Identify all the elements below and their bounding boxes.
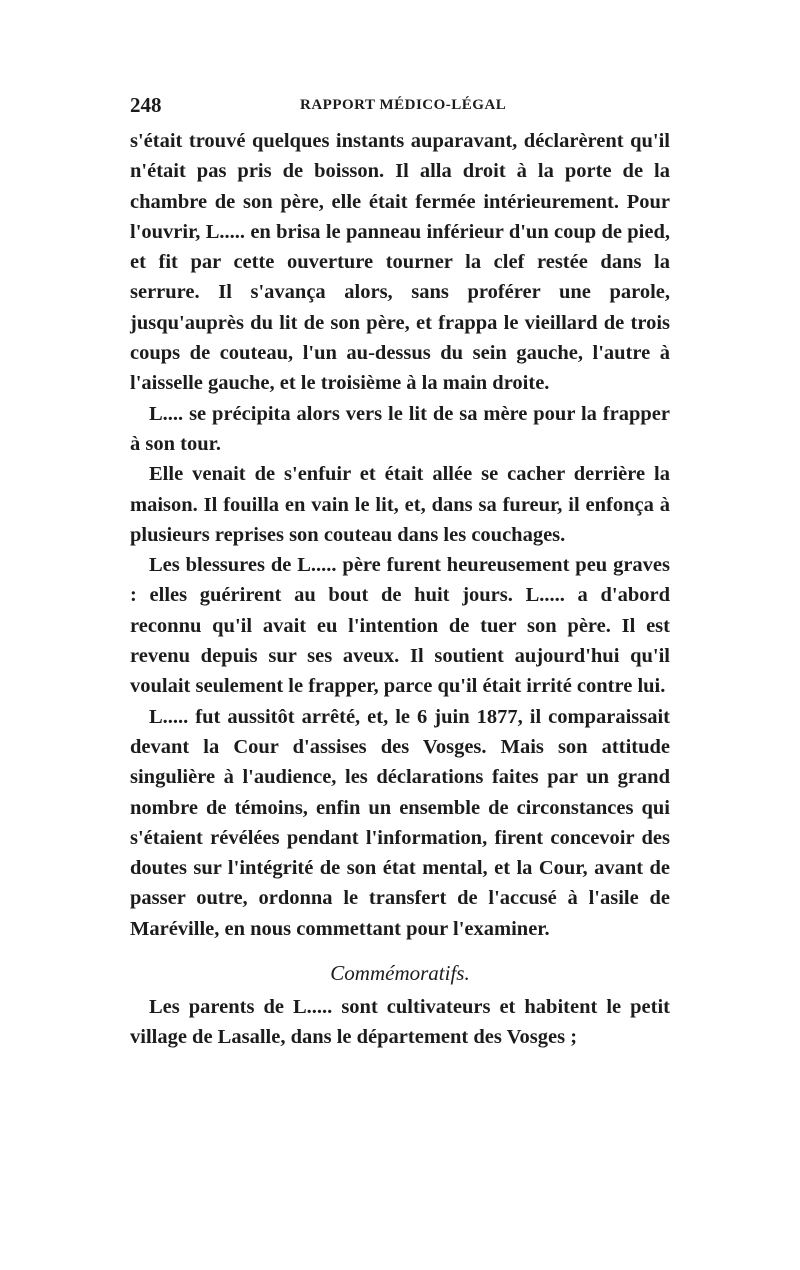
paragraph: Les blessures de L..... père furent heureusement peu graves : elles guérirent au bout de huit jours. L..... a d'abord reconnu qu'il avait eu l'intention de tuer son père. Il est revenu depuis sur ses aveux. Il soutient aujourd'hui qu'il voulait seulement le frapper, parce qu'il était irrité contre lui. — [130, 554, 670, 698]
paragraph: L.... se précipita alors vers le lit de sa mère pour la frapper à son tour. — [130, 402, 670, 455]
page-number: 248 — [130, 93, 162, 117]
paragraph: Elle venait de s'enfuir et était allée se cacher derrière la maison. Il fouilla en vain le lit, et, dans sa fureur, il enfonça à plusieurs reprises son couteau dans les couchages. — [130, 463, 670, 546]
section-heading: Commémoratifs. — [330, 961, 470, 986]
section-paragraph: Les parents de L..... sont cultivateurs et habitent le petit village de Lasalle, dans le département des Vosges ; — [130, 996, 670, 1049]
running-title: RAPPORT MÉDICO-LÉGAL — [300, 97, 507, 113]
page-header — [130, 93, 670, 117]
paragraph-continuation: s'était trouvé quelques instants auparavant, déclarèrent qu'il n'était pas pris de boisson. Il alla droit à la porte de la chambre de son père, elle était fermée intérieurement. Pour l'ouvrir, L..... en brisa le panneau inférieur d'un coup de pied, et fit par cette ouverture tourner la clef restée dans la serrure. Il s'avança alors, sans proférer une parole, jusqu'auprès du lit de son père, et frappa le vieillard de trois coups de couteau, l'un au-dessus du sein gauche, l'autre à l'aisselle gauche, et le troisième à la main droite. — [130, 130, 670, 395]
body-text — [130, 126, 670, 1053]
paragraph: L..... fut aussitôt arrêté, et, le 6 juin 1877, il comparaissait devant la Cour d'assises des Vosges. Mais son attitude singulière à l'audience, les déclarations faites par un grand nombre de témoins, enfin un ensemble de circonstances qui s'étaient révélées pendant l'information, firent concevoir des doutes sur l'intégrité de son état mental, et la Cour, avant de passer outre, ordonna le transfert de l'accusé à l'asile de Maréville, en nous commettant pour l'examiner. — [130, 705, 670, 940]
